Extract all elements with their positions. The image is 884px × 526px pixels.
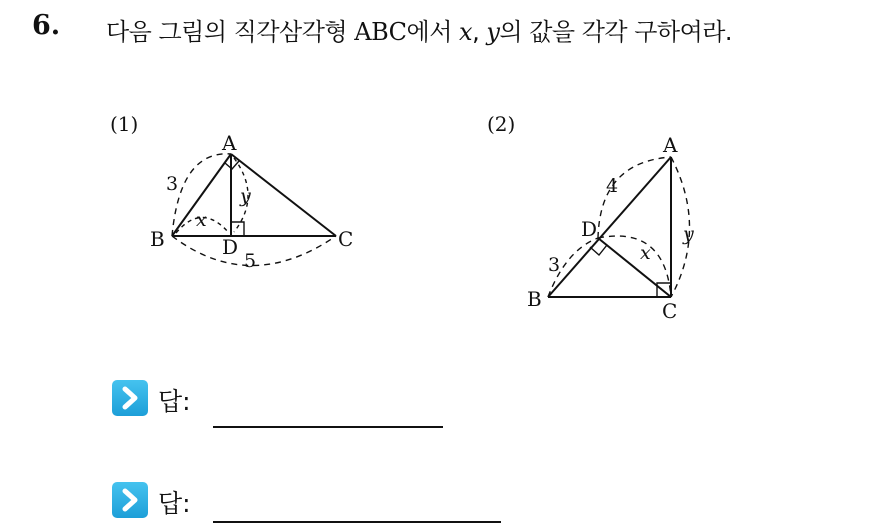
fig1-var-x: x bbox=[196, 209, 207, 231]
question-text-mid: 에서 bbox=[406, 18, 460, 46]
question-number: 6. bbox=[32, 10, 61, 41]
question-text-suffix: 의 값을 각각 구하여라. bbox=[499, 18, 733, 46]
fig2-point-b: B bbox=[527, 287, 542, 311]
figure-1 bbox=[110, 112, 353, 272]
fig1-var-y: y bbox=[240, 185, 251, 207]
variable-x: x bbox=[459, 18, 473, 46]
answer-line-1[interactable] bbox=[213, 426, 443, 428]
fig2-var-x: x bbox=[640, 242, 651, 264]
figure-2-label: (2) bbox=[487, 112, 516, 136]
fig2-segment-dc bbox=[598, 238, 671, 297]
fig1-right-angle-d bbox=[231, 222, 244, 236]
fig2-side-bd-length: 3 bbox=[548, 254, 561, 276]
variable-y: y bbox=[486, 18, 500, 46]
fig2-var-y: y bbox=[683, 223, 694, 245]
fig1-point-d: D bbox=[222, 235, 239, 259]
answer-label-1: 답: bbox=[158, 387, 191, 416]
fig1-point-c: C bbox=[338, 227, 354, 251]
question-text-prefix: 다음 그림의 직각삼각형 bbox=[106, 18, 355, 46]
fig1-side-bc-length: 5 bbox=[244, 250, 257, 272]
fig2-point-a: A bbox=[663, 133, 678, 157]
fig2-side-ad-length: 4 bbox=[606, 175, 619, 197]
fig1-point-b: B bbox=[150, 227, 165, 251]
chevron-right-icon bbox=[112, 482, 148, 518]
answer-line-2[interactable] bbox=[213, 521, 501, 523]
fig1-point-a: A bbox=[222, 131, 237, 155]
chevron-right-icon bbox=[112, 380, 148, 416]
figure-1-label: (1) bbox=[110, 112, 139, 136]
fig1-side-ab-length: 3 bbox=[166, 173, 179, 195]
answer-label-2: 답: bbox=[158, 489, 191, 518]
fig2-point-d: D bbox=[581, 217, 598, 241]
triangle-name: ABC bbox=[354, 18, 407, 46]
fig2-point-c: C bbox=[662, 299, 678, 323]
figure-2 bbox=[487, 112, 694, 323]
comma: , bbox=[472, 18, 487, 46]
